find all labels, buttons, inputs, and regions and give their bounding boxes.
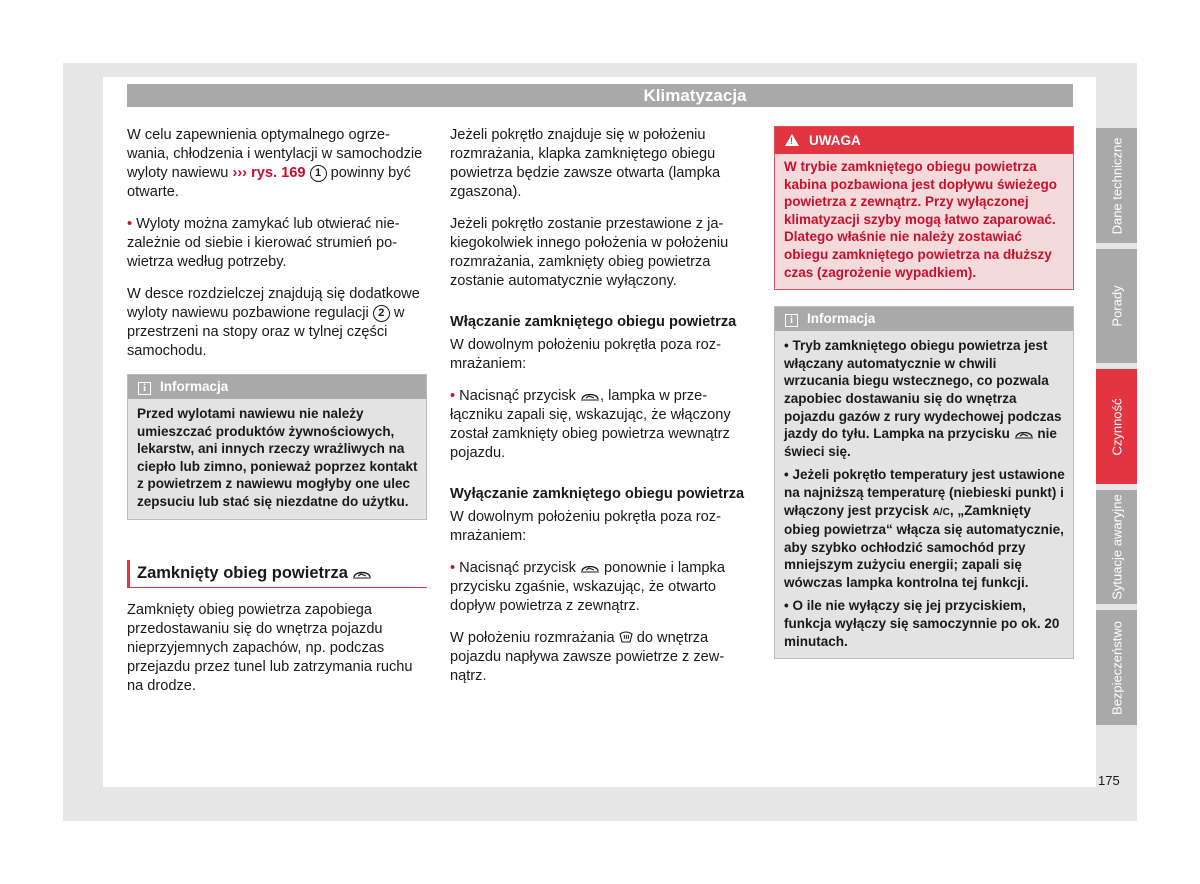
column-1 xyxy=(127,126,427,709)
recirculation-icon xyxy=(352,569,372,579)
info-box-header: i Informacja xyxy=(128,375,426,399)
info-box xyxy=(774,306,1074,659)
info-box-text: Przed wylotami nawiewu nie należy umieszczać produktów żywnościowych, lekarstw, ani innych rzeczy wrażliwych na ciepło lub zimno, ponieważ poprzez kontakt z powietrzem z nawiewu mogłyby one ulec zepsuciu lub stać się niezdatne do użytku. xyxy=(137,406,418,509)
column-3 xyxy=(774,126,1074,659)
section-heading: Zamknięty obieg powietrza xyxy=(127,560,427,588)
warning-box-header: ! UWAGA xyxy=(775,127,1073,154)
paragraph: • Wyloty można zamykać lub otwierać niezależnie od siebie i kierować strumień powietrza według potrzeby. xyxy=(127,216,400,270)
subheading: Włączanie zamkniętego obiegu powietrza xyxy=(450,314,737,330)
tab-porady[interactable]: Porady xyxy=(1096,249,1137,363)
bullet-icon: • xyxy=(127,216,133,232)
info-item: • Jeżeli pokrętło temperatury jest ustawione na najniższą temperaturę (niebieski punkt) i włączony jest przycisk A/C, „Zamknięty obieg powietrza“ włącza się automatycznie, aby szybko ochłodzić samochód przy mniejszym zużyciu energii; zapali się wówczas lampka kontrolna tej funkcji. xyxy=(784,467,1065,590)
bullet-icon: • xyxy=(450,560,456,576)
paragraph: • Nacisnąć przycisk ponownie i lampka przycisku zgaśnie, wskazując, że otwarto dopływ powietrza z zewnątrz. xyxy=(450,560,725,614)
tab-dane-techniczne[interactable]: Dane techniczne xyxy=(1096,128,1137,243)
info-icon: i xyxy=(138,382,151,395)
paragraph: W desce rozdzielczej znajdują się dodatkowe wyloty nawiewu pozbawione regulacji 2 w przestrzeni na stopy oraz w tylnej części samochodu. xyxy=(127,286,420,359)
paragraph: W celu zapewnienia optymalnego ogrzewania, chłodzenia i wentylacji w samochodzie wyloty nawiewu ››› rys. 169 1 powinny być otwarte. xyxy=(127,127,423,200)
paragraph: Jeżeli pokrętło znajduje się w położeniu rozmrażania, klapka zamkniętego obiegu powietrza będzie zawsze otwarta (lampka zgaszona). xyxy=(450,127,721,200)
info-box xyxy=(127,374,427,520)
subheading: Wyłączanie zamkniętego obiegu powietrza xyxy=(450,486,745,502)
tab-bezpieczenstwo[interactable]: Bezpieczeństwo xyxy=(1096,610,1137,725)
page-header xyxy=(127,84,1073,107)
callout-number: 2 xyxy=(373,305,390,322)
paragraph: Zamknięty obieg powietrza zapobiega przedostawaniu się do wnętrza pojazdu nieprzyjemnych zapachów, np. podczas przejazdu przez tunel lub zatrzymania ruchu na drodze. xyxy=(127,601,413,694)
column-2 xyxy=(450,126,750,699)
recirculation-icon xyxy=(580,391,600,401)
recirculation-icon xyxy=(580,563,600,573)
paragraph: Jeżeli pokrętło zostanie przestawione z jakiegokolwiek innego położenia w położeniu rozmrażania, zamknięty obieg powietrza zostanie automatycznie wyłączony. xyxy=(450,216,729,289)
paragraph: W dowolnym położeniu pokrętła poza rozmrażaniem: xyxy=(450,509,721,544)
figure-reference-link[interactable]: ››› rys. 169 xyxy=(232,165,306,181)
info-box-text xyxy=(775,331,1073,658)
info-item: • Tryb zamkniętego obiegu powietrza jest włączany automatycznie w chwili wrzucania biegu wstecznego, co pozwala zapobiec dostawaniu się do wnętrza pojazdu gazów z rury wydechowej podczas jazdy do tyłu. Lampka na przycisku nie świeci się. xyxy=(784,338,1062,459)
tab-czynnosc[interactable]: Czynność xyxy=(1096,369,1137,484)
warning-box-text: W trybie zamkniętego obiegu powietrza kabina pozbawiona jest dopływu świeżego powietrza z zewnątrz. Przy wyłączonej klimatyzacji szyby mogą łatwo zaparować. Dlatego właśnie nie należy zostawiać obiegu zamkniętego powietrza na dłuższy czas (zagrożenie wypadkiem). xyxy=(784,159,1058,280)
info-icon: i xyxy=(785,314,798,327)
ac-button-label: A/C xyxy=(932,506,950,518)
info-item: • O ile nie wyłączy się jej przyciskiem, funkcja wyłączy się samoczynnie po ok. 20 minutach. xyxy=(784,598,1060,649)
warning-triangle-icon: ! xyxy=(785,134,799,146)
windshield-defrost-icon xyxy=(619,630,633,643)
callout-number: 1 xyxy=(310,165,327,182)
warning-box xyxy=(774,126,1074,290)
paragraph: • Nacisnąć przycisk , lampka w przełączniku zapali się, wskazując, że włączony został zamknięty obieg powietrza wewnątrz pojazdu. xyxy=(450,388,731,461)
page-title: Klimatyzacja xyxy=(643,86,747,105)
paragraph: W dowolnym położeniu pokrętła poza rozmrażaniem: xyxy=(450,337,721,372)
tab-sytuacje-awaryjne[interactable]: Sytuacje awaryjne xyxy=(1096,490,1137,604)
info-box-header: i Informacja xyxy=(775,307,1073,331)
page-number: 175 xyxy=(1098,773,1120,788)
bullet-icon: • xyxy=(450,388,456,404)
recirculation-icon xyxy=(1014,429,1034,439)
paragraph: W położeniu rozmrażania do wnętrza pojazdu napływa zawsze powietrze z zewnątrz. xyxy=(450,630,725,684)
